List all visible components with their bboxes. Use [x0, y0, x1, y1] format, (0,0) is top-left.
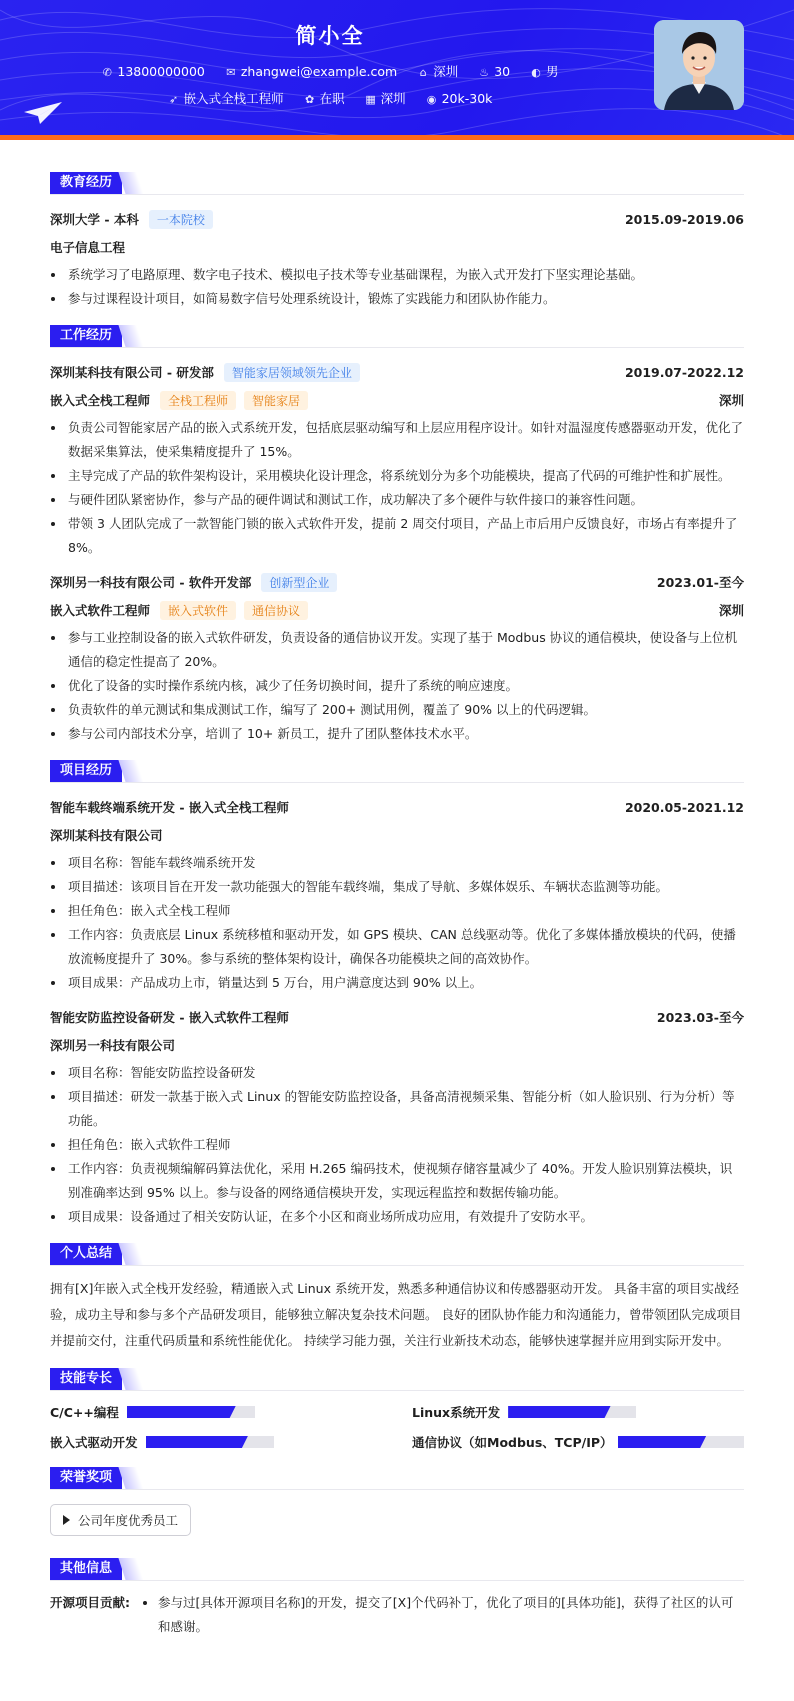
mail-icon: ✉: [226, 66, 236, 79]
skill-item: [412, 1401, 744, 1423]
project-date: 2023.03-至今: [656, 1010, 744, 1025]
phone-text: 13800000000: [117, 64, 205, 79]
age-info: [478, 64, 510, 79]
company-name: 深圳某科技有限公司 - 研发部: [50, 365, 214, 380]
section-title: 教育经历: [50, 172, 122, 194]
skill-bar-fill: [127, 1406, 236, 1418]
play-icon: [63, 1515, 70, 1525]
skill-item: [412, 1431, 744, 1453]
project-bullets: [50, 851, 744, 995]
education-bullets: [50, 263, 744, 311]
work-date: 2019.07-2022.12: [624, 364, 744, 380]
skill-name: C/C++编程: [50, 1405, 119, 1420]
avatar-portrait: [654, 20, 744, 110]
job-tag: 通信协议: [244, 601, 308, 620]
job-intent-row: [0, 89, 660, 107]
awards-section: [50, 1467, 744, 1544]
list-item: • 参与过[具体开源项目名称]的开发，提交了[X]个代码补丁，优化了项目的[具体功能]，获得了社区的认可和感谢。: [158, 1591, 744, 1639]
section-title-tail: [118, 1558, 143, 1580]
candidate-name: 简小全: [295, 24, 365, 48]
phone-icon: ✆: [102, 66, 112, 79]
section-title-tail: [118, 1467, 143, 1489]
skill-name: 嵌入式驱动开发: [50, 1435, 138, 1450]
home-icon: ⌂: [419, 66, 427, 79]
project-company: 深圳另一科技有限公司: [50, 1038, 176, 1053]
project-company-row: [50, 821, 744, 849]
status-text: 在职: [319, 91, 345, 106]
section-title: 其他信息: [50, 1558, 122, 1580]
skill-bar: [618, 1436, 744, 1448]
list-item: • 负责公司智能家居产品的嵌入式系统开发，包括底层驱动编写和上层应用程序设计。如针对温湿度传感器驱动开发，优化了数据采集算法，使采集精度提升了 15%。: [66, 416, 744, 464]
section-title-tail: [118, 1368, 143, 1390]
list-item: • 主导完成了产品的软件架构设计，采用模块化设计理念，将系统划分为多个功能模块，提高了代码的可维护性和扩展性。: [66, 464, 744, 488]
company-tag: 创新型企业: [261, 573, 337, 592]
city-info: [417, 62, 458, 80]
skill-name: 通信协议（如Modbus、TCP/IP）: [412, 1435, 613, 1450]
section-title: 荣誉奖项: [50, 1467, 122, 1489]
section-title-tail: [118, 760, 143, 782]
list-item: • 担任角色：嵌入式全栈工程师: [66, 899, 744, 923]
company-name: 深圳另一科技有限公司 - 软件开发部: [50, 575, 252, 590]
skill-bar: [508, 1406, 636, 1418]
email-text: zhangwei@example.com: [240, 64, 398, 79]
work-company-row: [50, 358, 744, 386]
city-text: 深圳: [433, 64, 459, 79]
target-city-text: 深圳: [380, 91, 406, 106]
section-title: 个人总结: [50, 1243, 122, 1265]
status-icon: ✿: [304, 93, 315, 106]
resume-body: [0, 140, 794, 1639]
list-item: • 优化了设备的实时操作系统内核，减少了任务切换时间，提升了系统的响应速度。: [66, 674, 744, 698]
work-title-row: [50, 596, 744, 624]
skill-item: [50, 1431, 382, 1453]
list-item: • 项目描述：研发一款基于嵌入式 Linux 的智能安防监控设备，具备高清视频采集、智能分析（如人脸识别、行为分析）等功能。: [66, 1085, 744, 1133]
major-row: [50, 233, 744, 261]
list-item: • 参与过课程设计项目，如简易数字信号处理系统设计，锻炼了实践能力和团队协作能力。: [66, 287, 744, 311]
section-header: [50, 325, 744, 348]
avatar: [654, 20, 744, 110]
company-tag: 智能家居领域领先企业: [224, 363, 360, 382]
list-item: • 工作内容：负责视频编解码算法优化，采用 H.265 编码技术，使视频存储容量减少了 40%。开发人脸识别算法模块，识别准确率达到 95% 以上。参与设备的网络通信模块开发，实现远程监控和数据传输功能。: [66, 1157, 744, 1205]
work-title-row: [50, 386, 744, 414]
section-title: 项目经历: [50, 760, 122, 782]
project-bullets: [50, 1061, 744, 1229]
job-title: 嵌入式全栈工程师: [50, 393, 151, 408]
project-title-row: [50, 793, 744, 821]
job-tag: 全栈工程师: [160, 391, 236, 410]
school-tag: 一本院校: [149, 210, 213, 229]
work-bullets: [50, 416, 744, 560]
section-title-tail: [118, 172, 143, 194]
education-section: [50, 172, 744, 311]
skill-bar: [127, 1406, 255, 1418]
skill-name: Linux系统开发: [412, 1405, 501, 1420]
other-info-row: [50, 1591, 744, 1639]
skill-item: [50, 1401, 382, 1423]
resume-header: [0, 0, 794, 140]
projects-section: [50, 760, 744, 1229]
status-info: [304, 89, 345, 107]
job-tag: 智能家居: [244, 391, 308, 410]
section-title: 工作经历: [50, 325, 122, 347]
position-info: [168, 89, 284, 107]
list-item: • 项目名称：智能车载终端系统开发: [66, 851, 744, 875]
list-item: • 参与公司内部技术分享，培训了 10+ 新员工，提升了团队整体技术水平。: [66, 722, 744, 746]
project-name: 智能车载终端系统开发 - 嵌入式全栈工程师: [50, 800, 289, 815]
project-date: 2020.05-2021.12: [624, 799, 744, 815]
age-text: 30: [494, 64, 511, 79]
summary-text: 拥有[X]年嵌入式全栈开发经验，精通嵌入式 Linux 系统开发，熟悉多种通信协议和传感器驱动开发。 具备丰富的项目实战经验，成功主导和参与多个产品研发项目，能够独立解决复杂技术问题。 良好的团队协作能力和沟通能力，曾带领团队完成项目并提前交付，注重代码质量和系统性能优化。 持续学习能力强，关注行业新技术动态，能够快速掌握并应用到实际开发中。: [50, 1281, 742, 1348]
list-item: • 带领 3 人团队完成了一款智能门锁的嵌入式软件开发，提前 2 周交付项目，产品上市后用户反馈良好，市场占有率提升了 8%。: [66, 512, 744, 560]
work-bullets: [50, 626, 744, 746]
list-item: • 项目成果：产品成功上市，销量达到 5 万台，用户满意度达到 90% 以上。: [66, 971, 744, 995]
project-name: 智能安防监控设备研发 - 嵌入式软件工程师: [50, 1010, 289, 1025]
skills-grid: [50, 1401, 744, 1453]
section-header: [50, 1368, 744, 1391]
list-item: • 与硬件团队紧密协作，参与产品的硬件调试和测试工作，成功解决了多个硬件与软件接口的兼容性问题。: [66, 488, 744, 512]
project-company: 深圳某科技有限公司: [50, 828, 163, 843]
school-name: 深圳大学 - 本科: [50, 212, 139, 227]
section-header: [50, 1467, 744, 1490]
skill-bar: [146, 1436, 274, 1448]
position-text: 嵌入式全栈工程师: [183, 91, 284, 106]
gender-icon: ◐: [531, 66, 541, 79]
send-icon: ➶: [168, 93, 179, 106]
work-company-row: [50, 568, 744, 596]
list-item: • 负责软件的单元测试和集成测试工作，编写了 200+ 测试用例，覆盖了 90% 以上的代码逻辑。: [66, 698, 744, 722]
list-item: • 项目描述：该项目旨在开发一款功能强大的智能车载终端，集成了导航、多媒体娱乐、车辆状态监测等功能。: [66, 875, 744, 899]
money-icon: ◉: [426, 93, 437, 106]
cake-icon: ♨: [479, 66, 490, 79]
skill-bar-fill: [618, 1436, 706, 1448]
education-date: 2015.09-2019.06: [624, 211, 744, 227]
email-info: [225, 64, 397, 79]
list-item: • 项目名称：智能安防监控设备研发: [66, 1061, 744, 1085]
building-icon: ▦: [365, 93, 376, 106]
section-header: [50, 1558, 744, 1581]
education-row: [50, 205, 744, 233]
major-name: 电子信息工程: [50, 240, 126, 255]
list-item: • 参与工业控制设备的嵌入式软件研发，负责设备的通信协议开发。实现了基于 Modbus 协议的通信模块，使设备与上位机通信的稳定性提高了 20%。: [66, 626, 744, 674]
section-header: [50, 1243, 744, 1266]
job-tag: 嵌入式软件: [160, 601, 236, 620]
job-title: 嵌入式软件工程师: [50, 603, 151, 618]
section-header: [50, 172, 744, 195]
list-item: • 项目成果：设备通过了相关安防认证，在多个小区和商业场所成功应用，有效提升了安防水平。: [66, 1205, 744, 1229]
gender-info: [530, 62, 559, 80]
section-title-tail: [118, 325, 143, 347]
work-section: [50, 325, 744, 746]
project-company-row: [50, 1031, 744, 1059]
other-section: [50, 1558, 744, 1639]
skill-bar-fill: [146, 1436, 248, 1448]
salary-info: [426, 91, 493, 106]
section-title: 技能专长: [50, 1368, 122, 1390]
work-date: 2023.01-至今: [656, 575, 744, 590]
target-city-info: [365, 89, 406, 107]
phone-info: [101, 64, 204, 79]
list-item: • 工作内容：负责底层 Linux 系统移植和驱动开发，如 GPS 模块、CAN 总线驱动等。优化了多媒体播放模块的代码，使播放流畅度提升了 30%。参与系统的整体架构设计，确保各功能模块之间的高效协作。: [66, 923, 744, 971]
work-city: 深圳: [718, 393, 744, 408]
award-text: 公司年度优秀员工: [78, 1513, 179, 1528]
skill-bar-fill: [508, 1406, 610, 1418]
other-label: 开源项目贡献:: [50, 1595, 130, 1610]
salary-text: 20k-30k: [441, 91, 493, 106]
header-accent-bar: [0, 135, 794, 140]
section-header: [50, 760, 744, 783]
skills-section: [50, 1368, 744, 1453]
award-badge: [50, 1504, 191, 1536]
summary-section: [50, 1243, 744, 1354]
contact-row: [0, 62, 660, 80]
work-city: 深圳: [718, 603, 744, 618]
gender-text: 男: [546, 64, 559, 79]
project-title-row: [50, 1003, 744, 1031]
list-item: • 系统学习了电路原理、数字电子技术、模拟电子技术等专业基础课程，为嵌入式开发打下坚实理论基础。: [66, 263, 744, 287]
section-title-tail: [118, 1243, 143, 1265]
list-item: • 担任角色：嵌入式软件工程师: [66, 1133, 744, 1157]
